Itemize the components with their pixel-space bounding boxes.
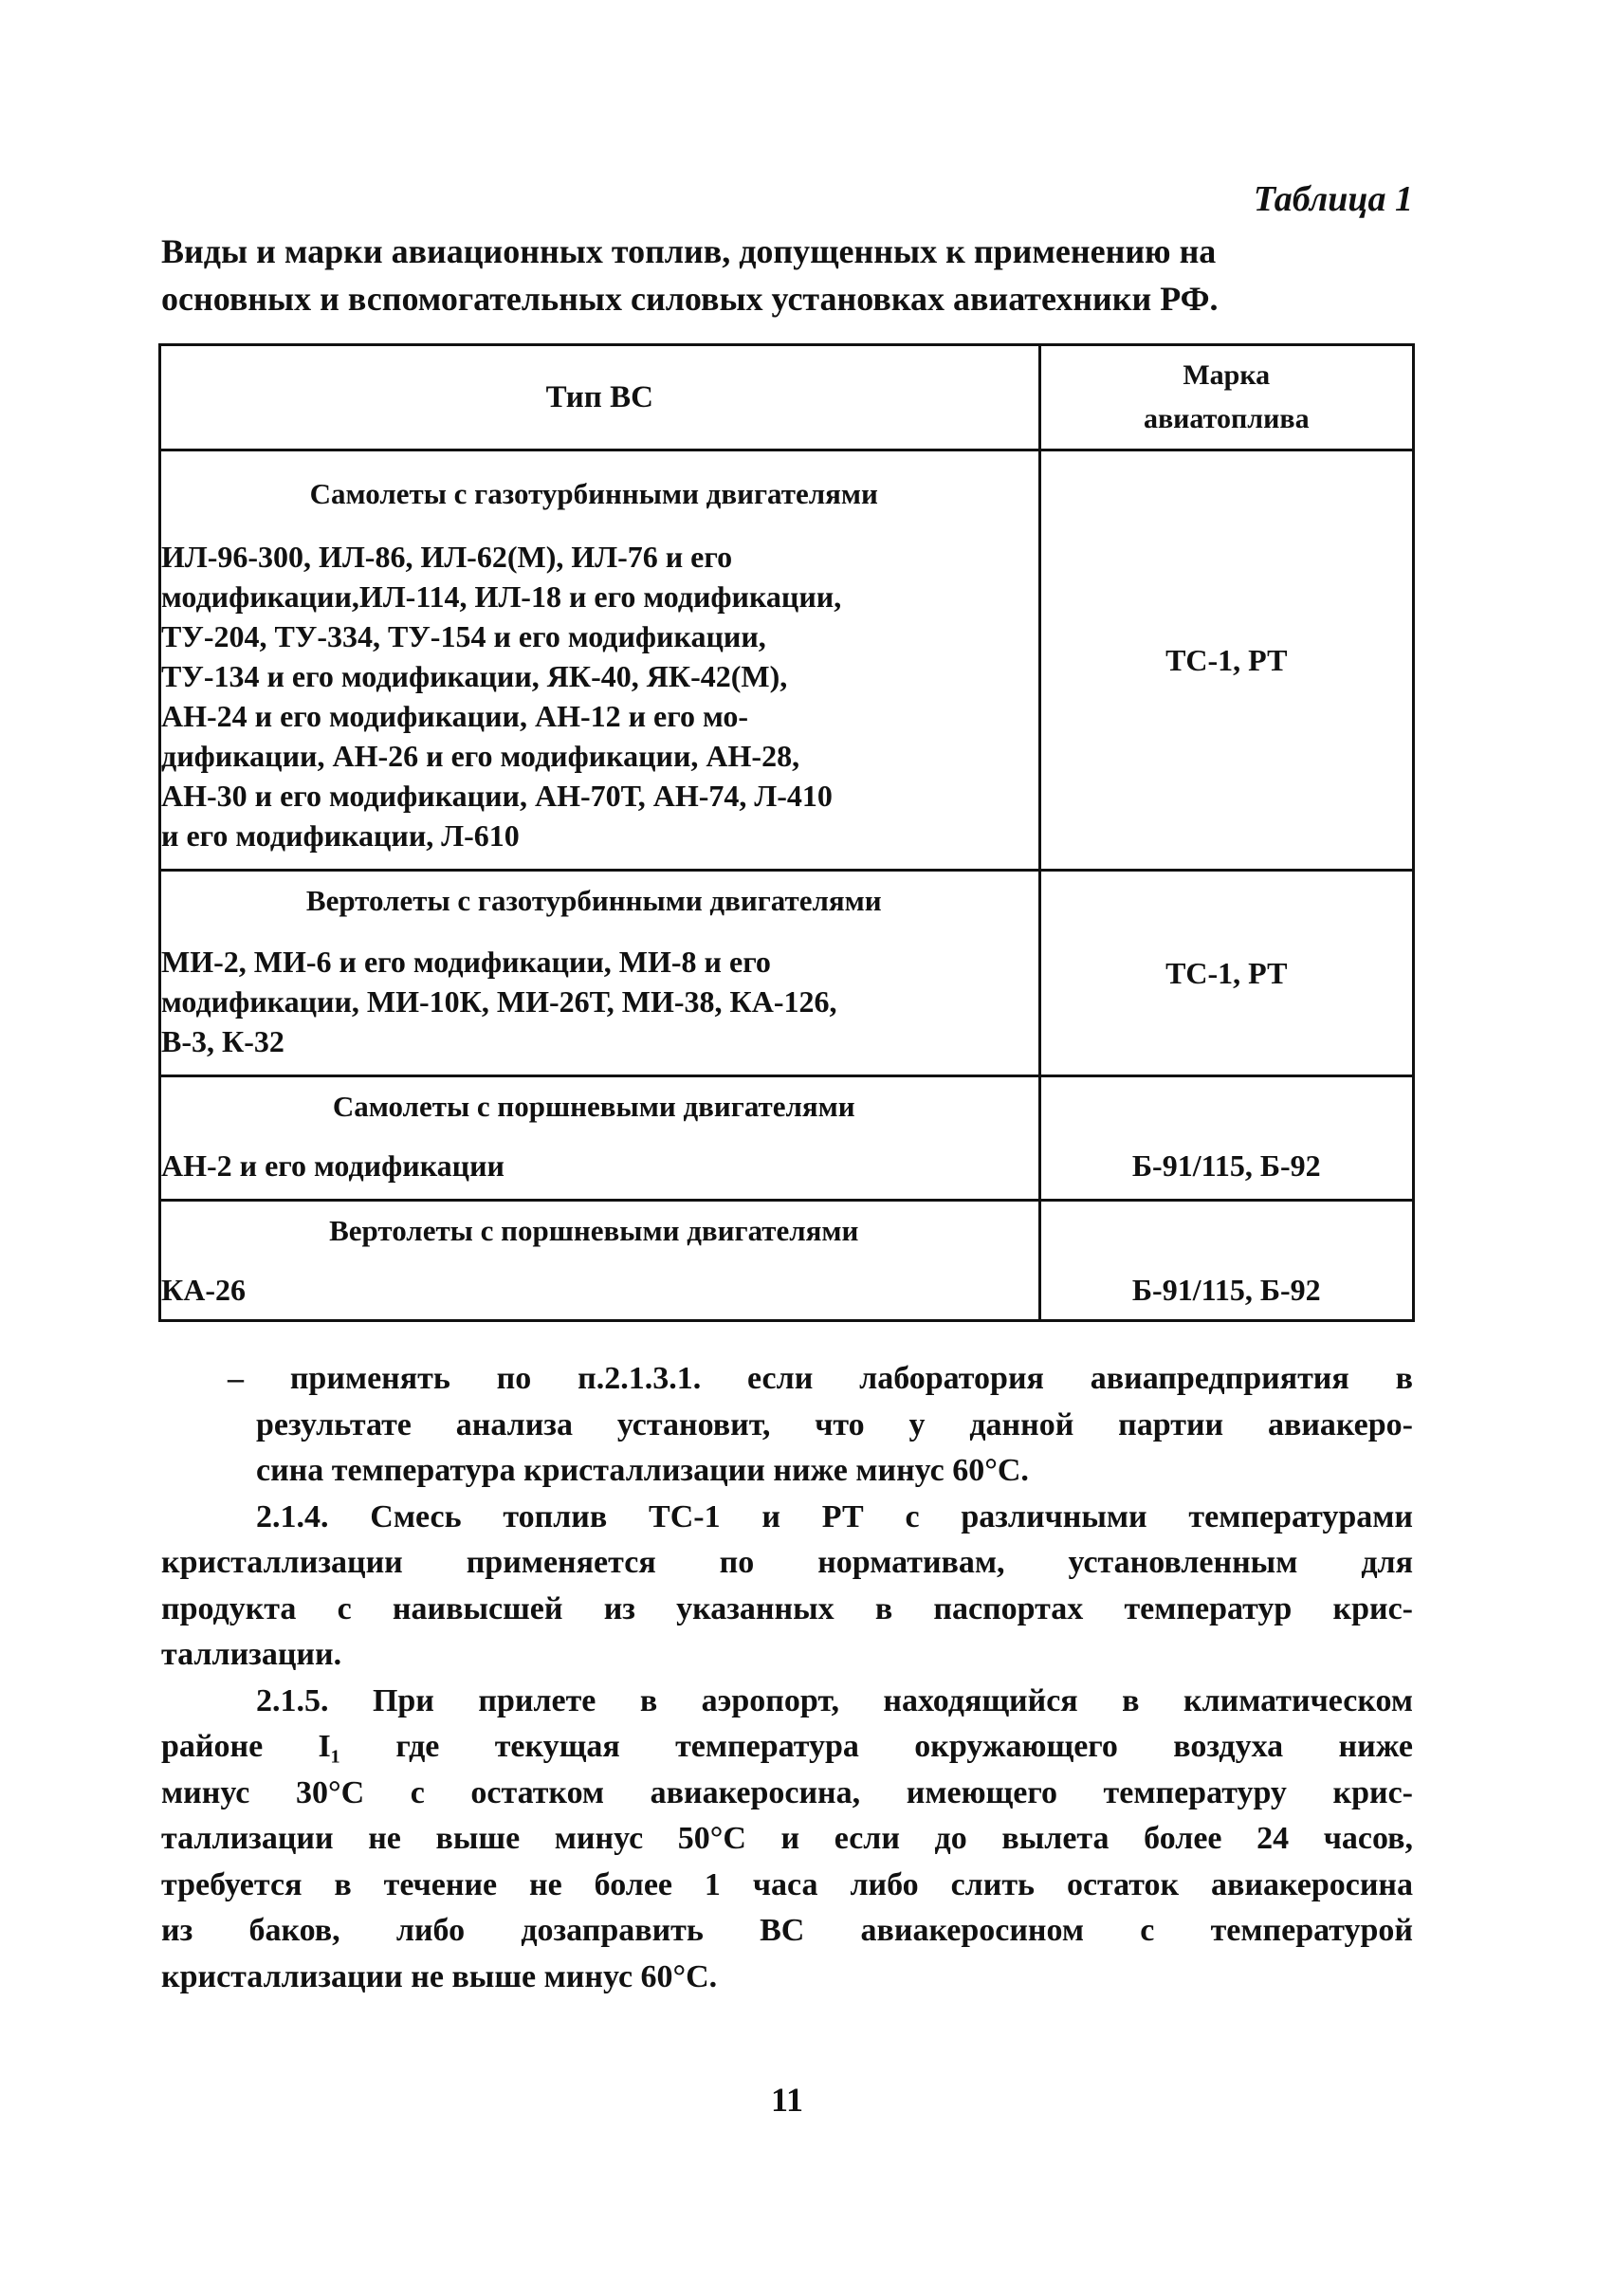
group-models bbox=[161, 537, 1038, 869]
model-line: модификации,ИЛ-114, ИЛ-18 и его модификации, bbox=[161, 579, 842, 614]
group-models bbox=[161, 1146, 1038, 1199]
model-line: дификации, АН-26 и его модификации, АН-28, bbox=[161, 739, 800, 773]
table-caption bbox=[161, 228, 1413, 322]
body-text bbox=[161, 1356, 1413, 2000]
body-line: минус 30°С с остатком авиакеросина, имеющего температуру крис- bbox=[161, 1774, 1413, 1810]
model-line: ТУ-204, ТУ-334, ТУ-154 и его модификации, bbox=[161, 619, 766, 653]
model-line: ТУ-134 и его модификации, ЯК-40, ЯК-42(М), bbox=[161, 659, 788, 693]
fuel-brand-cell: Б-91/115, Б-92 bbox=[1039, 1201, 1413, 1321]
table-row-piston-aircraft bbox=[160, 1076, 1414, 1201]
body-line: из баков, либо дозаправить ВС авиакеросином с температурой bbox=[161, 1913, 1413, 1948]
caption-line: основных и вспомогательных силовых установках авиатехники РФ. bbox=[161, 280, 1219, 318]
body-line: продукта с наивысшей из указанных в паспортах температур крис- bbox=[161, 1590, 1413, 1626]
body-line: кристаллизации не выше минус 60°С. bbox=[161, 1958, 718, 1994]
fuel-brand-cell: ТС-1, РТ bbox=[1039, 871, 1413, 1076]
page-number: 11 bbox=[770, 2081, 803, 2119]
body-line: сина температура кристаллизации ниже минус 60°С. bbox=[256, 1453, 1029, 1488]
body-line: требуется в течение не более 1 часа либо слить остаток авиакеросина bbox=[161, 1866, 1413, 1902]
body-line: результате анализа установит, что у данной партии авиакеро- bbox=[256, 1406, 1413, 1442]
model-line: КА-26 bbox=[161, 1273, 246, 1307]
model-line: МИ-2, МИ-6 и его модификации, МИ-8 и его bbox=[161, 945, 771, 979]
aircraft-group-cell bbox=[160, 450, 1040, 871]
group-models bbox=[161, 1270, 1038, 1319]
group-heading: Самолеты с поршневыми двигателями bbox=[332, 1090, 855, 1123]
header-fuel-brand-line2: авиатоплива bbox=[1143, 403, 1310, 434]
body-line: таллизации. bbox=[161, 1637, 342, 1672]
table-row-piston-helicopters bbox=[160, 1201, 1414, 1321]
header-fuel-brand-line1: Марка bbox=[1183, 359, 1271, 391]
fuel-brand-cell: ТС-1, РТ bbox=[1039, 450, 1413, 871]
model-line: В-3, К-32 bbox=[161, 1024, 284, 1058]
body-line: кристаллизации применяется по нормативам, установленным для bbox=[161, 1545, 1413, 1580]
model-line: и его модификации, Л-610 bbox=[161, 818, 520, 853]
body-line: 2.1.4. Смесь топлив ТС-1 и РТ с различными температурами bbox=[256, 1498, 1413, 1534]
model-line: модификации, МИ-10К, МИ-26Т, МИ-38, КА-126, bbox=[161, 984, 837, 1019]
fuel-table bbox=[158, 343, 1415, 1322]
table-row-turbine-helicopters bbox=[160, 871, 1414, 1076]
body-line: – применять по п.2.1.3.1. если лаборатория авиапредприятия в bbox=[228, 1361, 1413, 1396]
header-aircraft-type: Тип ВС bbox=[160, 345, 1040, 450]
fuel-brand-cell: Б-91/115, Б-92 bbox=[1039, 1076, 1413, 1201]
model-line: АН-2 и его модификации bbox=[161, 1148, 504, 1183]
table-row-turbine-aircraft bbox=[160, 450, 1414, 871]
body-line: таллизации не выше минус 50°С и если до вылета более 24 часов, bbox=[161, 1821, 1413, 1856]
body-line: 2.1.5. При прилете в аэропорт, находящийся в климатическом bbox=[256, 1682, 1413, 1718]
group-heading: Вертолеты с газотурбинными двигателями bbox=[305, 884, 882, 917]
group-heading: Самолеты с газотурбинными двигателями bbox=[309, 477, 878, 510]
model-line: АН-30 и его модификации, АН-70Т, АН-74, Л-410 bbox=[161, 779, 833, 813]
caption-line: Виды и марки авиационных топлив, допущенных к применению на bbox=[161, 232, 1217, 270]
aircraft-group-cell bbox=[160, 1076, 1040, 1201]
aircraft-group-cell bbox=[160, 871, 1040, 1076]
table-header-row bbox=[160, 345, 1414, 450]
model-line: ИЛ-96-300, ИЛ-86, ИЛ-62(М), ИЛ-76 и его bbox=[161, 540, 733, 574]
aircraft-group-cell bbox=[160, 1201, 1040, 1321]
body-line: районе I₁ где текущая температура окружающего воздуха ниже bbox=[161, 1729, 1413, 1764]
group-heading: Вертолеты с поршневыми двигателями bbox=[329, 1214, 859, 1247]
table-label: Таблица 1 bbox=[1253, 179, 1413, 219]
group-models bbox=[161, 942, 1038, 1075]
header-fuel-brand bbox=[1039, 345, 1413, 450]
model-line: АН-24 и его модификации, АН-12 и его мо- bbox=[161, 699, 749, 733]
